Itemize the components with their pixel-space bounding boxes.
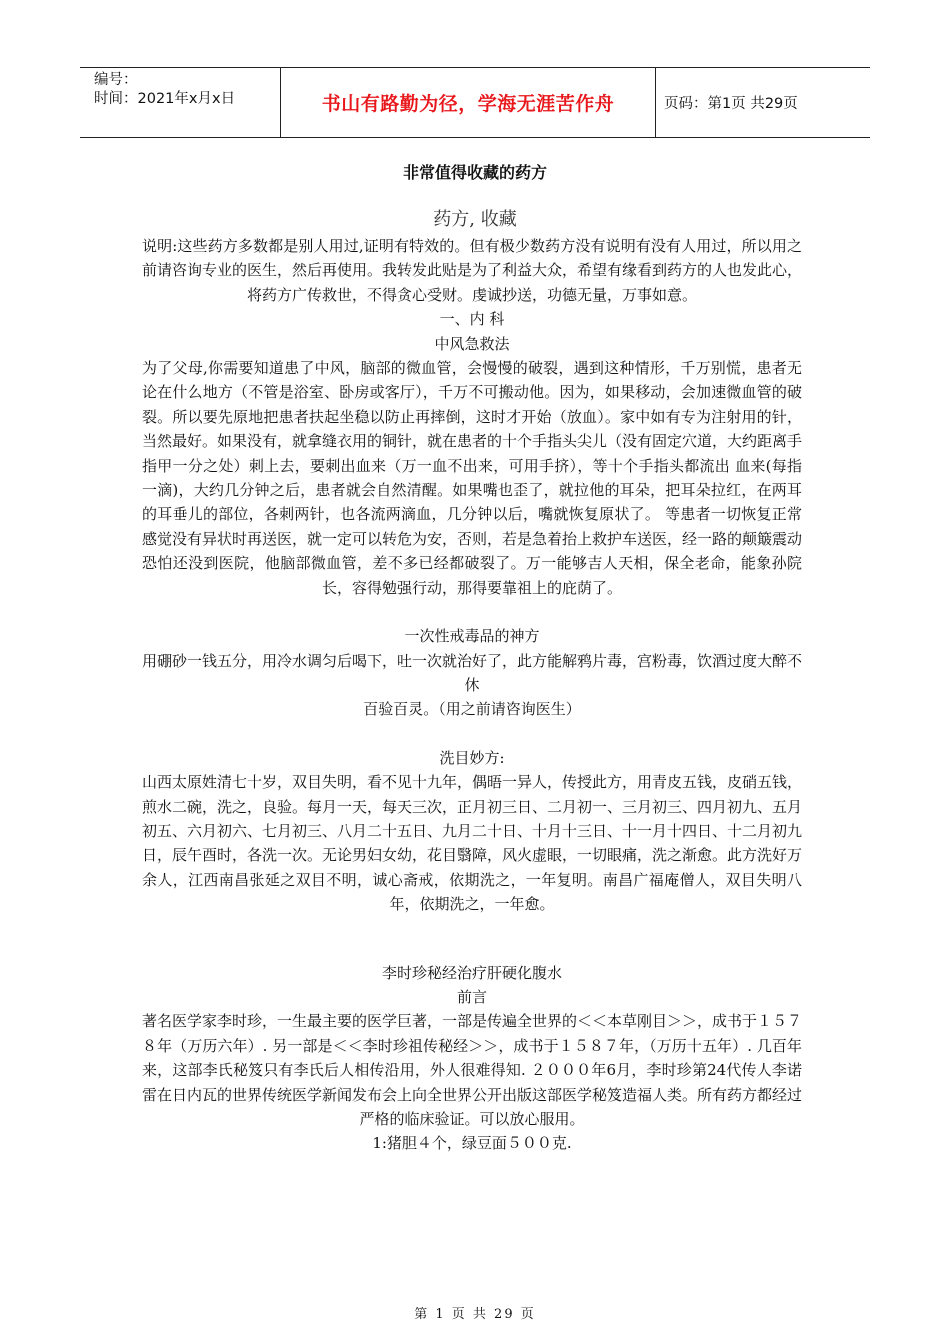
page-header (80, 67, 870, 138)
drug-paragraph: 用硼砂一钱五分，用冷水调匀后喝下，吐一次就治好了，此方能解鸦片毒，宫粉毒，饮酒过度大醉不休 (142, 651, 803, 694)
drug-note: 百验百灵。（用之前请咨询医生） (363, 700, 581, 719)
document-body (142, 234, 802, 1156)
header-meta (80, 68, 280, 137)
preface-title: 前言 (456, 987, 487, 1006)
page-footer: 第 1 页 共 29 页 (414, 1307, 536, 1322)
section-title-stroke: 中风急救法 (434, 334, 510, 353)
stroke-paragraph: 为了父母,你需要知道患了中风，脑部的微血管，会慢慢的破裂，遇到这种情形，千万别慌，患者无论在什么地方（不管是浴室、卧房或客厅），千万不可搬动他。因为，如果移动，会加速微血管的破裂。所以要先原地把患者扶起坐稳以防止再摔倒，这时才开始（放血）。家中如有专为注射用的针，当然最好。如果没有，就拿缝衣用的铜针，就在患者的十个手指头尖儿（没有固定穴道，大约距离手指甲一分之处）刺上去，要刺出血来（万一血不出来，可用手挤），等十个手指头都流出 血来(每指一滴)，大约几分钟之后，患者就会自然清醒。如果嘴也歪了，就拉他的耳朵，把耳朵拉红，在两耳的耳垂儿的部位，各刺两针，也各流两滴血，几分钟以后，嘴就恢复原状了。 等患者一切恢复正常感觉没有异状时再送医，就一定可以转危为安，否则，若是急着抬上救护车送医，经一路的颠簸震动恐怕还没到医院，他脑部微血管，差不多已经都破裂了。万一能够吉人天相，保全老命，能象孙院长，容得勉强行动，那得要靠祖上的庇荫了。 (142, 359, 803, 597)
section-title-drug: 一次性戒毒品的神方 (404, 627, 540, 646)
document-date: 时间：2021年x月x日 (94, 91, 236, 107)
recipe-item-1: 1:猪胆４个，绿豆面５００克. (372, 1134, 572, 1153)
preface-paragraph: 著名医学家李时珍，一生最主要的医学巨著，一部是传遍全世界的＜＜本草刚目＞＞，成书于１５７８年（万历六年）. 另一部是＜＜李时珍祖传秘经＞＞，成书于１５８７年，（万历十五年）. 几百年来，这部李氏秘笈只有李氏后人相传沿用，外人很难得知. ２０００年6月，李时珍第24代传人李诺雷在日内瓦的世界传统医学新闻发布会上向全世界公开出版这部医学秘笈造福人类。所有药方都经过严格的临床验证。可以放心服用。 (142, 1012, 803, 1128)
document-number-label: 编号： (94, 72, 138, 88)
chapter-heading: 一、内 科 (439, 310, 505, 329)
section-title-liver: 李时珍秘经治疗肝硬化腹水 (381, 963, 562, 982)
eye-paragraph: 山西太原姓清七十岁，双目失明，看不见十九年，偶晤一异人，传授此方，用青皮五钱，皮硝五钱，煎水二碗，洗之，良验。每月一天，每天三次，正月初三日、二月初一、三月初三、四月初九、五月初五、六月初六、七月初三、八月二十五日、九月二十日、十月十三日、十一月十四日、十二月初九日，辰午酉时，各洗一次。无论男妇女幼，花目翳障，风火虚眼，一切眼痛，洗之渐愈。此方洗好万余人，江西南昌张延之双目不明，诚心斋戒，依期洗之，一年复明。南昌广福庵僧人，双目失明八年，依期洗之，一年愈。 (142, 773, 803, 914)
header-motto: 书山有路勤为径，学海无涯苦作舟 (280, 68, 656, 137)
intro-paragraph: 说明:这些药方多数都是别人用过,证明有特效的。但有极少数药方没有说明有没有人用过，所以用之前请咨询专业的医生，然后再使用。我转发此贴是为了利益大众，希望有缘看到药方的人也发此心，将药方广传救世，不得贪心受财。虔诚抄送，功德无量，万事如意。 (142, 237, 803, 304)
header-page-info: 页码：第1页 共29页 (664, 96, 798, 112)
document-tags: 药方, 收藏 (433, 209, 517, 230)
document-title: 非常值得收藏的药方 (402, 163, 547, 182)
section-title-eye: 洗目妙方: (439, 748, 505, 767)
